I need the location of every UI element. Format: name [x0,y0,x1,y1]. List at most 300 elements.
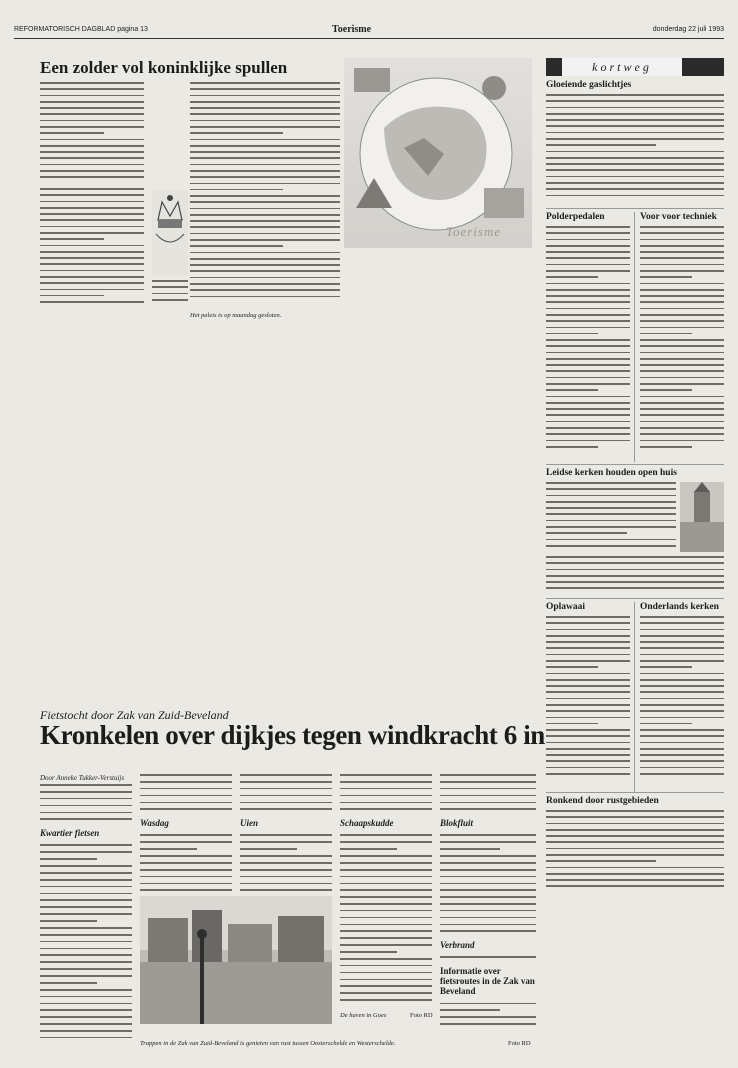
text-line [40,858,97,860]
info-box-title: Informatie over fietsroutes in de Zak van Beveland [440,966,535,997]
text-line [40,798,132,800]
text-line [40,238,104,240]
text-line [240,862,332,864]
header-date: donderdag 22 juli 1993 [652,26,724,33]
text-line [190,101,340,103]
kortweg-item4-title: Leidse kerken houden open huis [546,468,677,478]
text-line [640,358,724,360]
text-line [40,913,132,915]
text-line [340,883,432,885]
text-line [640,710,724,712]
text-line [40,879,132,881]
text-line [440,774,536,776]
text-line [546,270,630,272]
text-line [640,629,724,631]
collage-label: Toerisme [446,224,502,239]
text-line [40,968,132,970]
text-line [340,992,432,994]
text-line [440,930,536,932]
text-line [40,941,132,943]
text-line [640,239,724,241]
text-line [546,835,724,837]
main-col4b [340,896,432,1008]
bottom-photo-caption: Trappen in de Zak van Zuid-Beveland is genieten van rust tussen Oosterschelde en Westerschelde. [140,1040,396,1047]
text-line [190,176,340,178]
text-line [40,996,132,998]
text-line [546,446,598,448]
text-line [640,352,724,354]
text-line [40,906,132,908]
text-line [340,930,432,932]
text-line [40,132,104,134]
text-line [640,339,724,341]
text-line [546,879,724,881]
text-line [40,95,144,97]
text-line [440,788,536,790]
text-line [546,867,724,869]
text-line [640,729,724,731]
text-line [546,545,676,547]
text-line [190,164,340,166]
text-line [340,808,432,810]
text-line [546,660,630,662]
text-line [190,283,340,285]
text-line [340,965,432,967]
text-line [40,1009,132,1011]
text-line [640,635,724,637]
text-line [440,896,536,898]
text-line [640,440,724,442]
text-line [140,869,232,871]
text-line [546,691,630,693]
text-line [40,865,132,867]
text-line [640,673,724,675]
text-line [546,188,724,190]
text-line [190,220,340,222]
harbour-photo [140,896,332,1024]
text-line [640,245,724,247]
text-line [546,370,630,372]
kortweg-item4-text [546,482,676,552]
text-line [140,834,232,836]
text-line [40,927,132,929]
kortweg-col-divider [634,212,635,462]
text-line [240,869,332,871]
text-line [546,635,630,637]
text-line [190,289,340,291]
text-line [546,308,630,310]
text-line [546,556,724,558]
text-line [546,364,630,366]
text-line [340,958,432,960]
text-line [546,673,630,675]
text-line [40,893,132,895]
text-line [140,862,232,864]
text-line [40,961,132,963]
text-line [640,773,724,775]
text-line [190,132,283,134]
kortweg-item5-title: Oplawaai [546,602,586,612]
text-line [190,296,340,298]
text-line [40,851,132,853]
text-line [546,264,630,266]
text-line [546,841,724,843]
text-line [640,396,724,398]
text-line [40,226,144,228]
text-line [240,802,332,804]
text-line [546,854,724,856]
text-line [140,808,232,810]
text-line [190,233,340,235]
text-line [190,157,340,159]
text-line [546,562,724,564]
text-line [546,327,630,329]
kortweg-divider-2 [546,464,724,465]
kortweg-item7-text [546,810,724,894]
text-line [546,107,724,109]
text-line [240,883,332,885]
harbour-caption: De haven in Goes [340,1012,387,1019]
text-line [546,132,724,134]
text-line [546,245,630,247]
text-line [546,119,724,121]
text-line [440,1016,536,1018]
text-line [546,157,724,159]
main-article-headline: Kronkelen over dijkjes tegen windkracht 6 in [40,720,545,750]
text-line [546,848,724,850]
text-line [640,232,724,234]
text-line [152,299,188,301]
church-photo [680,482,724,552]
text-line [640,421,724,423]
text-line [190,201,340,203]
text-line [640,370,724,372]
text-line [640,333,692,335]
page-header [14,24,724,39]
text-line [546,641,630,643]
text-line [40,812,132,814]
text-line [140,855,232,857]
text-line [640,327,724,329]
text-line [40,113,144,115]
top-article-col-small [152,280,188,308]
text-line [546,488,676,490]
kortweg-divider-3 [546,598,724,599]
text-line [40,201,144,203]
text-line [640,383,724,385]
text-line [40,1003,132,1005]
text-line [340,848,397,850]
text-line [546,113,724,115]
text-line [546,396,630,398]
bottom-photo-credit: Foto RD [508,1040,531,1047]
text-line [640,408,724,410]
text-line [340,937,432,939]
text-line [152,280,188,282]
text-line [546,339,630,341]
text-line [546,182,724,184]
text-line [546,383,630,385]
text-line [152,293,188,295]
text-line [440,848,500,850]
text-line [40,176,144,178]
text-line [640,320,724,322]
text-line [440,795,536,797]
text-line [240,788,332,790]
text-line [190,226,340,228]
main-col5 [440,774,536,892]
text-line [190,120,340,122]
tourism-collage [344,58,532,248]
text-line [640,616,724,618]
text-line [190,126,340,128]
main-col2 [140,774,232,892]
kortweg-item6-text [640,616,724,786]
text-line [190,277,340,279]
text-line [546,320,630,322]
text-line [140,802,232,804]
text-line [340,795,432,797]
text-line [340,876,432,878]
text-line [546,666,598,668]
text-line [546,581,724,583]
text-line [640,685,724,687]
text-line [546,860,656,862]
text-line [546,513,676,515]
text-line [40,257,144,259]
text-line [40,101,144,103]
text-line [546,276,598,278]
text-line [640,257,724,259]
text-line [190,95,340,97]
text-line [640,226,724,228]
text-line [240,855,332,857]
text-line [40,1037,132,1038]
text-line [440,924,536,926]
text-line [440,802,536,804]
text-line [40,872,132,874]
text-line [546,283,630,285]
text-line [640,760,724,762]
text-line [140,889,232,891]
text-line [546,823,724,825]
text-line [40,126,144,128]
text-line [190,258,340,260]
text-line [546,698,630,700]
text-line [140,795,232,797]
text-line [546,333,598,335]
text-line [546,767,630,769]
text-line [640,622,724,624]
text-line [340,951,397,953]
text-line [546,301,630,303]
text-line [546,195,724,197]
text-line [40,157,144,159]
text-line [140,883,232,885]
text-line [140,774,232,776]
text-line [546,575,724,577]
text-line [546,760,630,762]
text-line [340,855,432,857]
text-line [546,885,724,887]
text-line [440,808,536,810]
main-col5b [440,896,536,1026]
text-line [40,245,144,247]
text-line [640,264,724,266]
text-line [40,1016,132,1018]
text-line [640,767,724,769]
text-line [40,295,104,297]
text-line [140,781,232,783]
text-line [40,989,132,991]
text-line [140,848,197,850]
text-line [546,239,630,241]
text-line [340,917,432,919]
text-line [440,1023,536,1025]
text-line [340,910,432,912]
text-line [440,883,536,885]
kortweg-item5-text [546,616,630,786]
text-line [546,729,630,731]
text-line [40,139,144,141]
text-line [546,501,676,503]
text-line [640,270,724,272]
text-line [640,691,724,693]
text-line [640,433,724,435]
text-line [340,841,432,843]
text-line [40,82,144,84]
text-line [640,654,724,656]
text-line [40,975,132,977]
top-article-col1b [40,188,144,308]
text-line [40,282,144,284]
text-line [40,920,97,922]
text-line [440,781,536,783]
main-col1 [40,784,132,1038]
text-line [190,214,340,216]
text-line [140,876,232,878]
text-line [440,862,536,864]
text-line [190,170,340,172]
text-line [546,495,676,497]
text-line [546,507,676,509]
text-line [40,948,132,950]
text-line [640,717,724,719]
text-line [190,208,340,210]
text-line [440,841,536,843]
text-line [40,1030,132,1032]
text-line [546,414,630,416]
text-line [640,364,724,366]
text-line [340,896,432,898]
text-line [640,723,692,725]
text-line [546,163,724,165]
subhead: Blokfluit [440,818,474,829]
text-line [546,427,630,429]
text-line [546,810,724,812]
text-line [190,88,340,90]
text-line [240,795,332,797]
text-line [546,532,627,534]
text-line [40,213,144,215]
kortweg-item4-text2 [546,556,724,598]
text-line [640,402,724,404]
text-line [640,314,724,316]
text-line [40,934,132,936]
text-line [546,358,630,360]
text-line [340,903,432,905]
top-article-headline: Een zolder vol koninklijke spullen [40,58,288,77]
text-line [440,1009,500,1011]
text-line [40,791,132,793]
text-line [546,773,630,775]
text-line [546,704,630,706]
text-line [340,781,432,783]
text-line [546,377,630,379]
text-line [546,138,724,140]
text-line [546,647,630,649]
kortweg-item7-title: Ronkend door rustgebieden [546,796,659,806]
text-line [640,704,724,706]
text-line [640,377,724,379]
text-line [640,276,692,278]
subhead: Uien [240,818,258,829]
text-line [40,88,144,90]
text-line [190,189,283,191]
text-line [190,264,340,266]
text-line [340,774,432,776]
kortweg-banner [546,58,724,76]
text-line [40,954,132,956]
text-line [40,289,144,291]
text-line [546,717,630,719]
text-line [40,170,144,172]
text-line [640,754,724,756]
text-line [640,308,724,310]
text-line [640,345,724,347]
kortweg-divider [546,208,724,209]
kortweg-item2-text [546,226,630,458]
text-line [152,286,188,288]
text-line [640,666,692,668]
text-line [340,862,432,864]
text-line [40,784,132,786]
text-line [546,520,676,522]
text-line [640,414,724,416]
text-line [190,183,340,185]
text-line [40,270,144,272]
text-line [640,641,724,643]
text-line [240,781,332,783]
text-line [546,526,676,528]
main-col4 [340,774,432,892]
text-line [440,869,536,871]
text-line [340,999,432,1001]
text-line [546,816,724,818]
text-line [546,629,630,631]
text-line [40,151,144,153]
text-line [340,834,432,836]
text-line [640,748,724,750]
text-line [340,788,432,790]
main-article-byline: Door Anneke Tukker-Verstuijs [40,774,125,782]
text-line [190,107,340,109]
text-line [40,145,144,147]
text-line [440,876,536,878]
text-line [640,301,724,303]
top-article-col2 [190,82,340,308]
text-line [640,283,724,285]
